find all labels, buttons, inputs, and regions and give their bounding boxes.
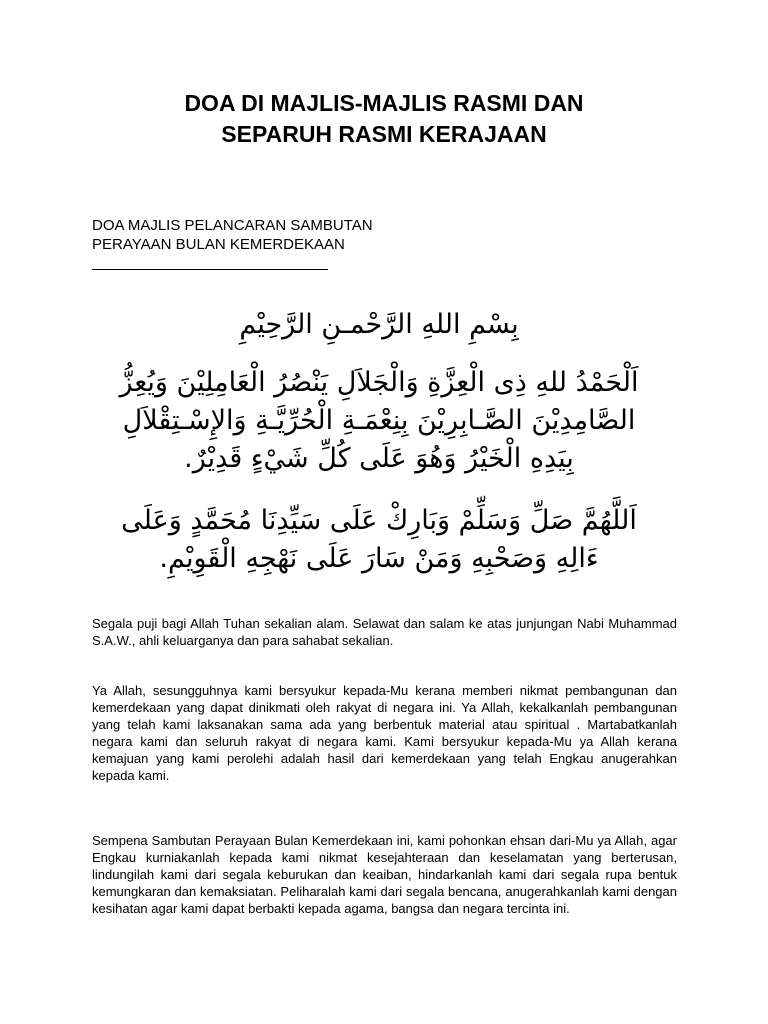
document-title (84, 88, 684, 150)
subheading-line-2: PERAYAAN BULAN KEMERDEKAAN (92, 236, 345, 253)
subheading-line-1: DOA MAJLIS PELANCARAN SAMBUTAN (92, 217, 373, 234)
arabic-hamdalah (80, 364, 678, 478)
arabic-basmala (80, 306, 678, 344)
subheading-underline (92, 269, 328, 270)
hamdalah-line-1: اَلْحَمْدُ للهِ ذِى الْعِزَّةِ وَالْجَلاَلِ يَنْصُرُ الْعَامِلِيْنَ وَيُعِزُّ (119, 367, 639, 398)
title-line-2: SEPARUH RASMI KERAJAAN (221, 121, 547, 147)
paragraph-praise: Segala puji bagi Allah Tuhan sekalian alam. Selawat dan salam ke atas junjungan Nabi Muhammad S.A.W., ahli keluarganya dan para sahabat sekalian. (92, 616, 677, 648)
prayer-subheading (92, 216, 592, 254)
arabic-salawat (80, 502, 678, 578)
basmala-line: بِسْمِ اللهِ الرَّحْمـنِ الرَّحِيْمِ (239, 309, 519, 340)
salawat-line-2: ءَالِهِ وَصَحْبِهِ وَمَنْ سَارَ عَلَى نَهْجِهِ الْقَوِيْمِ. (159, 543, 599, 574)
hamdalah-line-3: بِيَدِهِ الْخَيْرُ وَهُوَ عَلَى كُلِّ شَيْءٍ قَدِيْرٌ. (184, 443, 574, 474)
paragraph-supplication: Sempena Sambutan Perayaan Bulan Kemerdekaan ini, kami pohonkan ehsan dari-Mu ya Allah, agar Engkau kurniakanlah kepada kami nikmat kesejahteraan dan keselamatan yang berterusan, lindungilah kami dari segala keburukan dan keaiban, hindarkanlah kami dari segala rupa bentuk kemungkaran dan kemaksiatan. Peliharalah kami dari segala bencana, anugerahkanlah kami dengan kesihatan agar kami dapat berbakti kepada agama, bangsa dan negara tercinta ini. (92, 833, 677, 916)
title-line-1: DOA DI MAJLIS-MAJLIS RASMI DAN (184, 90, 584, 116)
salawat-line-1: اَللَّهُمَّ صَلِّ وَسَلِّمْ وَبَارِكْ عَلَى سَيِّدِنَا مُحَمَّدٍ وَعَلَى (121, 505, 637, 536)
hamdalah-line-2: الصَّامِدِيْنَ الصَّـابِرِيْنَ بِنِعْمَـةِ الْحُرِّيَّـةِ وَالإِسْـتِقْلاَلِ (122, 405, 636, 436)
paragraph-gratitude: Ya Allah, sesungguhnya kami bersyukur kepada-Mu kerana memberi nikmat pembangunan dan kemerdekaan yang dapat dinikmati oleh rakyat di negara ini. Ya Allah, kekalkanlah pembangunan yang telah kami laksanakan sama ada yang berbentuk material atau spiritual . Martabatkanlah negara kami dan seluruh rakyat di negara kami. Kami bersyukur kepada-Mu ya Allah kerana kemajuan yang kami perolehi adalah hasil dari kemerdekaan yang telah Engkau anugerahkan kepada kami. (92, 683, 677, 783)
